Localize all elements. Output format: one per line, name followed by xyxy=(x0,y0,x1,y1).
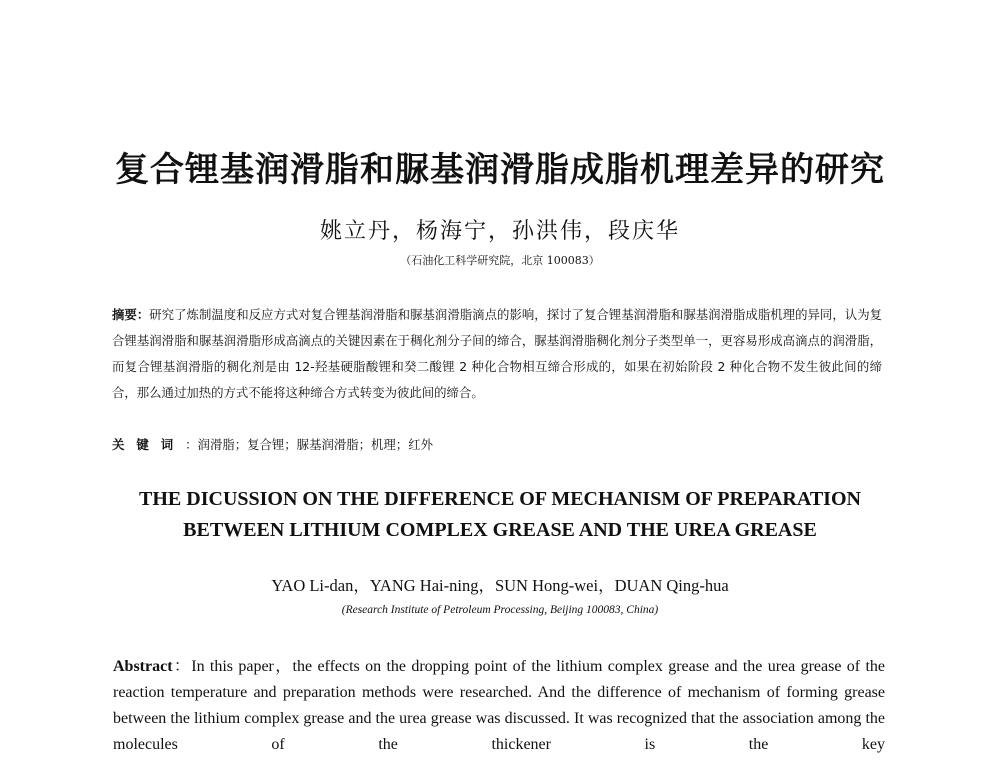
abstract-english xyxy=(113,654,885,758)
keywords-chinese xyxy=(112,434,882,456)
keywords-chinese-separator: ： xyxy=(185,437,198,452)
abstract-chinese xyxy=(112,302,882,406)
keywords-chinese-label: 关键词 xyxy=(112,437,186,452)
affiliation-english: (Research Institute of Petroleum Processing, Beijing 100083, China) xyxy=(341,604,659,616)
abstract-english-text: In this paper，the effects on the dropping point of the lithium complex grease and the urea grease of the reaction temperature and preparation methods were researched. And the difference of mechanism of forming grease between the lithium complex grease and the urea grease was discussed. It was recognized that the association among the molecules of the thickener is the key xyxy=(113,658,885,753)
keywords-chinese-text: 润滑脂；复合锂；脲基润滑脂；机理；红外 xyxy=(197,437,433,452)
abstract-english-label: Abstract xyxy=(113,658,173,675)
abstract-chinese-text: 研究了炼制温度和反应方式对复合锂基润滑脂和脲基润滑脂滴点的影响，探讨了复合锂基润滑脂和脲基润滑脂成脂机理的异同，认为复合锂基润滑脂和脲基润滑脂形成高滴点的关键因素在于稠化剂分子间的缔合，脲基润滑脂稠化剂分子类型单一，更容易形成高滴点的润滑脂，而复合锂基润滑脂的稠化剂是由 12-羟基硬脂酸锂和癸二酸锂 2 种化合物相互缔合形成的，如果在初始阶段 2 种化合物不发生彼此间的缔合，那么通过加热的方式不能将这种缔合方式转变为彼此间的缔合。 xyxy=(112,307,883,400)
title-english-line-1: THE DICUSSION ON THE DIFFERENCE OF MECHANISM OF PREPARATION xyxy=(139,488,861,510)
title-chinese: 复合锂基润滑脂和脲基润滑脂成脂机理差异的研究 xyxy=(115,150,885,190)
affiliation-chinese: （石油化工科学研究院，北京 100083） xyxy=(400,254,600,267)
title-english xyxy=(60,484,940,546)
abstract-english-separator: ： xyxy=(172,658,192,675)
authors-chinese: 姚立丹，杨海宁，孙洪伟，段庆华 xyxy=(319,219,680,244)
abstract-chinese-label: 摘要： xyxy=(112,307,150,322)
authors-english: YAO Li-dan，YANG Hai-ning，SUN Hong-wei，DUAN Qing-hua xyxy=(271,576,729,595)
title-english-line-2: BETWEEN LITHIUM COMPLEX GREASE AND THE UREA GREASE xyxy=(183,519,817,541)
